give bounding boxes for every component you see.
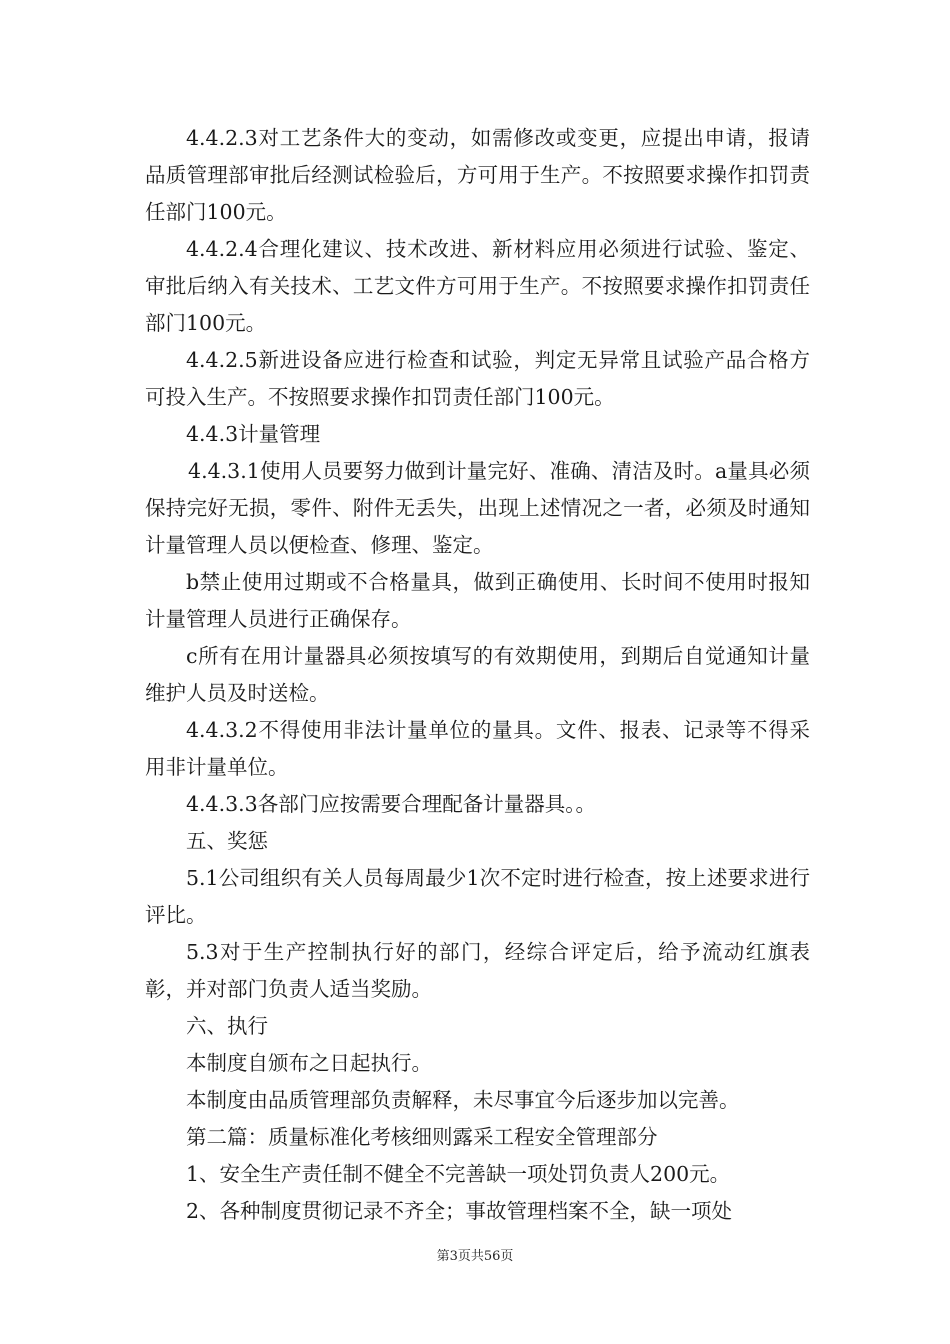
paragraph-4-4-2-5: 4.4.2.5新进设备应进行检查和试验，判定无异常且试验产品合格方可投入生产。不按照要求操作扣罚责任部门100元。 [145, 348, 810, 409]
paragraph-4-4-3-2: 4.4.3.2不得使用非法计量单位的量具。文件、报表、记录等不得采用非计量单位。 [145, 718, 810, 779]
paragraph-item-b: b禁止使用过期或不合格量具，做到正确使用、长时间不使用时报知计量管理人员进行正确保存。 [145, 570, 810, 631]
paragraph-5-1: 5.1公司组织有关人员每周最少1次不定时进行检查，按上述要求进行评比。 [145, 866, 810, 927]
footer-current-page: 3 [449, 1249, 458, 1264]
heading-part-two: 第二篇：质量标准化考核细则露采工程安全管理部分 [186, 1125, 658, 1149]
footer-total-pages: 56 [483, 1249, 501, 1264]
paragraph-4-4-2-4: 4.4.2.4合理化建议、技术改进、新材料应用必须进行试验、鉴定、审批后纳入有关技术、工艺文件方可用于生产。不按照要求操作扣罚责任部门100元。 [145, 237, 810, 335]
page-footer [0, 1248, 950, 1266]
paragraph-effective-date: 本制度自颁布之日起执行。 [186, 1051, 432, 1075]
footer-prefix: 第 [436, 1249, 450, 1264]
document-body [145, 120, 810, 1230]
paragraph-rule-2: 2、各种制度贯彻记录不齐全；事故管理档案不全，缺一项处 [186, 1199, 733, 1223]
footer-middle: 页共 [457, 1249, 484, 1264]
footer-suffix: 页 [500, 1249, 514, 1264]
heading-section-five: 五、奖惩 [186, 829, 268, 853]
heading-section-six: 六、执行 [186, 1014, 268, 1038]
paragraph-item-c: c所有在用计量器具必须按填写的有效期使用，到期后自觉通知计量维护人员及时送检。 [145, 644, 810, 705]
paragraph-4-4-3-3: 4.4.3.3各部门应按需要合理配备计量器具。。 [186, 792, 596, 816]
paragraph-interpretation: 本制度由品质管理部负责解释，未尽事宜今后逐步加以完善。 [186, 1088, 740, 1112]
paragraph-5-3: 5.3对于生产控制执行好的部门，经综合评定后，给予流动红旗表彰，并对部门负责人适当奖励。 [145, 940, 810, 1001]
heading-4-4-3: 4.4.3计量管理 [186, 422, 321, 446]
paragraph-rule-1: 1、安全生产责任制不健全不完善缺一项处罚负责人200元。 [186, 1162, 731, 1186]
paragraph-4-4-2-3: 4.4.2.3对工艺条件大的变动，如需修改或变更，应提出申请，报请品质管理部审批后经测试检验后，方可用于生产。不按照要求操作扣罚责任部门100元。 [145, 126, 810, 224]
paragraph-4-4-3-1: 4.4.3.1使用人员要努力做到计量完好、准确、清洁及时。a量具必须保持完好无损，零件、附件无丢失，出现上述情况之一者，必须及时通知计量管理人员以便检查、修理、鉴定。 [145, 459, 810, 557]
